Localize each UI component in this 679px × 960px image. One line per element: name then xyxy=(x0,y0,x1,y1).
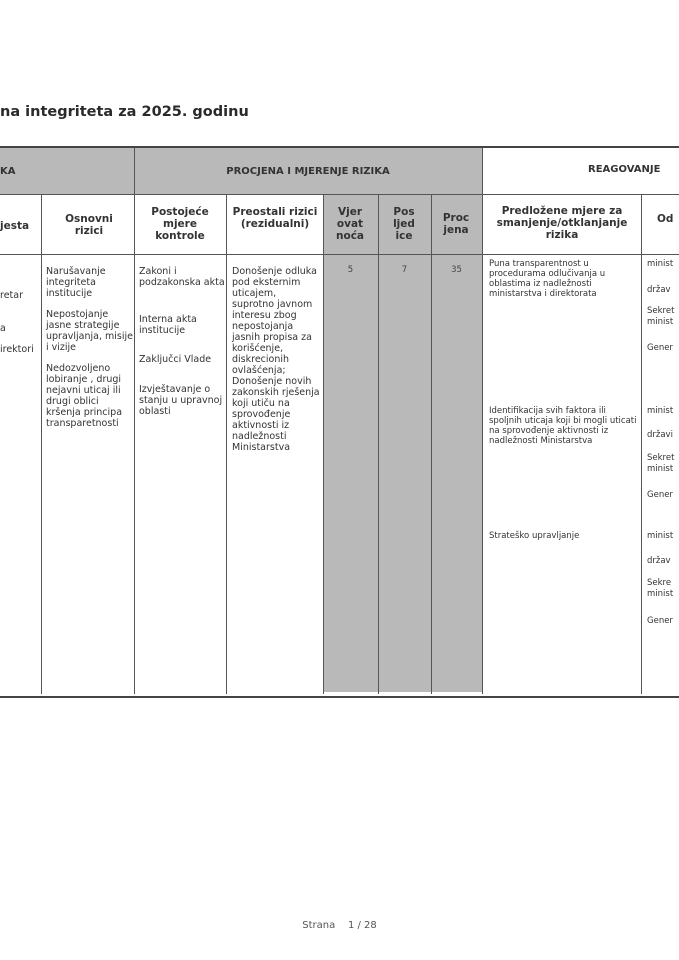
col-header-consequence: Pos ljed ice xyxy=(393,206,415,242)
col-header-responsible: Od xyxy=(657,213,674,225)
footer-label: Strana xyxy=(302,920,336,931)
group-header-assessment: PROCJENA I MJERENJE RIZIKA xyxy=(226,166,390,177)
colheader-divider xyxy=(0,254,679,255)
responsible-item: Gener xyxy=(647,343,673,353)
col-header-basic-risks: Osnovni rizici xyxy=(65,213,113,237)
col-header-measures: Predložene mjere za smanjenje/otklanjanje rizika xyxy=(496,205,628,241)
col-line xyxy=(641,194,642,694)
col-line xyxy=(134,148,135,694)
basic-risks-cell xyxy=(46,266,134,439)
responsible-item: Sekret minist xyxy=(647,306,675,327)
responsible-item: držav xyxy=(647,556,671,566)
responsible-item: Gener xyxy=(647,490,673,500)
col-header-1: jesta xyxy=(0,220,30,232)
responsible-item: minist xyxy=(647,406,674,416)
control-item: Interna akta institucije xyxy=(139,314,197,336)
responsible-item: Sekre minist xyxy=(647,578,674,599)
page-title: na integriteta za 2025. godinu xyxy=(0,104,249,120)
responsible-item: minist xyxy=(647,259,674,269)
risk-item: Narušavanje integriteta institucije xyxy=(46,266,106,299)
responsible-item: držav xyxy=(647,285,671,295)
responsible-item: Gener xyxy=(647,616,673,626)
risk-item: Nedozvoljeno lobiranje , drugi nejavni uticaj ili drugi oblici kršenja principa transparetnosti xyxy=(46,363,123,429)
measure-item: Puna transparentnost u procedurama odlučivanja u oblastima iz nadležnosti ministarstva i direktorata xyxy=(489,259,606,299)
col1-text xyxy=(0,290,40,355)
col1-line: irektori xyxy=(0,344,34,355)
control-item: Zaključci Vlade xyxy=(139,354,212,365)
residual-cell: Donošenje odluka pod eksternim uticajem, suprotno javnom interesu zbog nepostojanja jasnih propisa za korišćenje, diskrecionih ovlašćenja; Donošenje novih zakonskih rješenja koji utiču na sprovođenje aktivnosti iz nadležnosti Ministarstva xyxy=(232,266,320,453)
assessment-value: 35 xyxy=(451,265,462,275)
control-item: Izvještavanje o stanju u upravnoj oblasti xyxy=(139,384,223,417)
col-header-assessment: Proc jena xyxy=(442,212,470,236)
responsible-item: Sekret minist xyxy=(647,453,675,474)
col1-line: a xyxy=(0,323,6,334)
col1-line: retar xyxy=(0,290,23,301)
measure-item: Strateško upravljanje xyxy=(489,531,580,541)
responsible-item: državi xyxy=(647,430,673,440)
col-line xyxy=(226,194,227,694)
col-line xyxy=(41,194,42,694)
responsible-item: minist xyxy=(647,531,674,541)
col-header-residual: Preostali rizici (rezidualni) xyxy=(232,206,318,230)
col-header-controls: Postojeće mjere kontrole xyxy=(151,206,209,242)
page-footer xyxy=(0,920,679,931)
col-header-probability: Vjer ovat noća xyxy=(336,206,364,242)
consequence-value: 7 xyxy=(401,265,408,275)
group-header-left: KA xyxy=(0,166,16,177)
controls-cell xyxy=(139,266,225,417)
probability-value: 5 xyxy=(347,265,354,275)
measure-item: Identifikacija svih faktora ili spoljnih uticaja koji bi mogli uticati na sprovođenje aktivnosti iz nadležnosti Ministarstva xyxy=(489,406,637,446)
page-number: 1 / 28 xyxy=(347,920,377,931)
header-divider xyxy=(0,194,679,195)
col-line xyxy=(482,148,483,694)
risk-item: Nepostojanje jasne strategije upravljanja, misije i vizije xyxy=(46,309,133,353)
group-header-response: REAGOVANJE xyxy=(588,164,661,175)
control-item: Zakoni i podzakonska akta xyxy=(139,266,225,288)
